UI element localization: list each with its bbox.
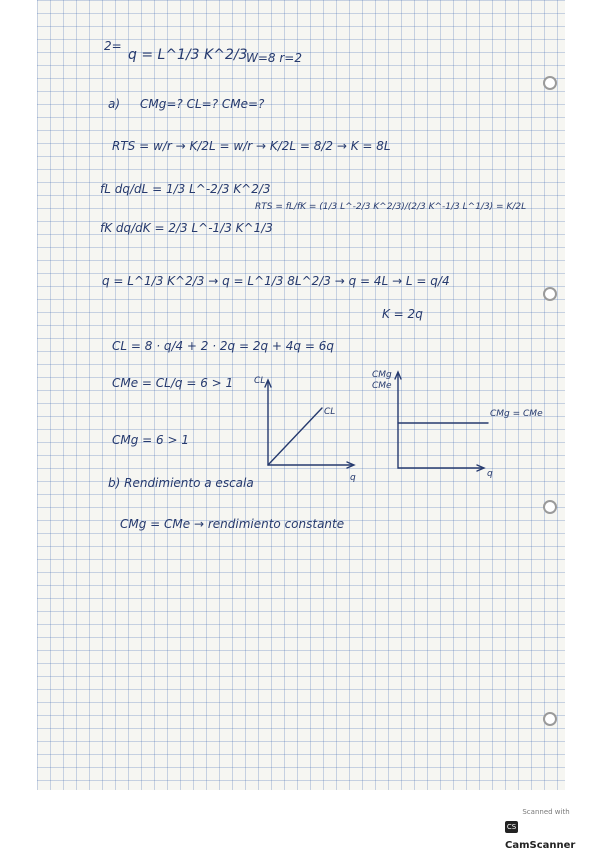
capital-result: K = 2q (382, 307, 423, 321)
production-function: q = L^1/3 K^2/3 (128, 47, 248, 63)
camscanner-logo-icon: CS (506, 822, 517, 831)
total-cost-line: CL = 8 · q/4 + 2 · 2q = 2q + 4q = 6q (112, 339, 334, 353)
left-graph-x-label: q (350, 473, 356, 483)
marginal-cost-line: CMg = 6 > 1 (112, 433, 189, 447)
exercise-number: 2= (104, 39, 122, 53)
left-graph-y-label: CL (254, 376, 266, 386)
scanned-with-text: Scanned with (522, 808, 570, 816)
part-b-title: b) Rendimiento a escala (108, 476, 254, 490)
right-graph-x-label: q (487, 469, 493, 479)
total-cost-curve-label: CL (324, 407, 336, 417)
part-a-label: a) (108, 97, 121, 111)
camscanner-brand: CamScanner (505, 840, 576, 851)
average-cost-line: CMe = CL/q = 6 > 1 (112, 376, 234, 390)
marginal-product-labour: fL dq/dL = 1/3 L^-2/3 K^2/3 (100, 182, 271, 196)
cost-curve-label: CMg = CMe (490, 409, 543, 419)
total-cost-curve (268, 408, 322, 465)
right-graph-y-label: CMg CMe (372, 370, 392, 391)
substitution-line: q = L^1/3 K^2/3 → q = L^1/3 8L^2/3 → q = 4L → L = q/4 (102, 274, 450, 288)
part-b-conclusion: CMg = CMe → rendimiento constante (120, 517, 345, 531)
part-a-questions: CMg=? CL=? CMe=? (140, 97, 265, 111)
camscanner-watermark (505, 808, 587, 851)
rts-condition: RTS = w/r → K/2L = w/r → K/2L = 8/2 → K = 8L (112, 139, 391, 153)
right-graph-axes (398, 374, 482, 468)
marginal-product-capital: fK dq/dK = 2/3 L^-1/3 K^1/3 (100, 221, 273, 235)
rts-ratio: RTS = fL/fK = (1/3 L^-2/3 K^2/3)/(2/3 K^-1/3 L^1/3) = K/2L (255, 202, 527, 212)
input-prices: W=8 r=2 (246, 51, 302, 65)
